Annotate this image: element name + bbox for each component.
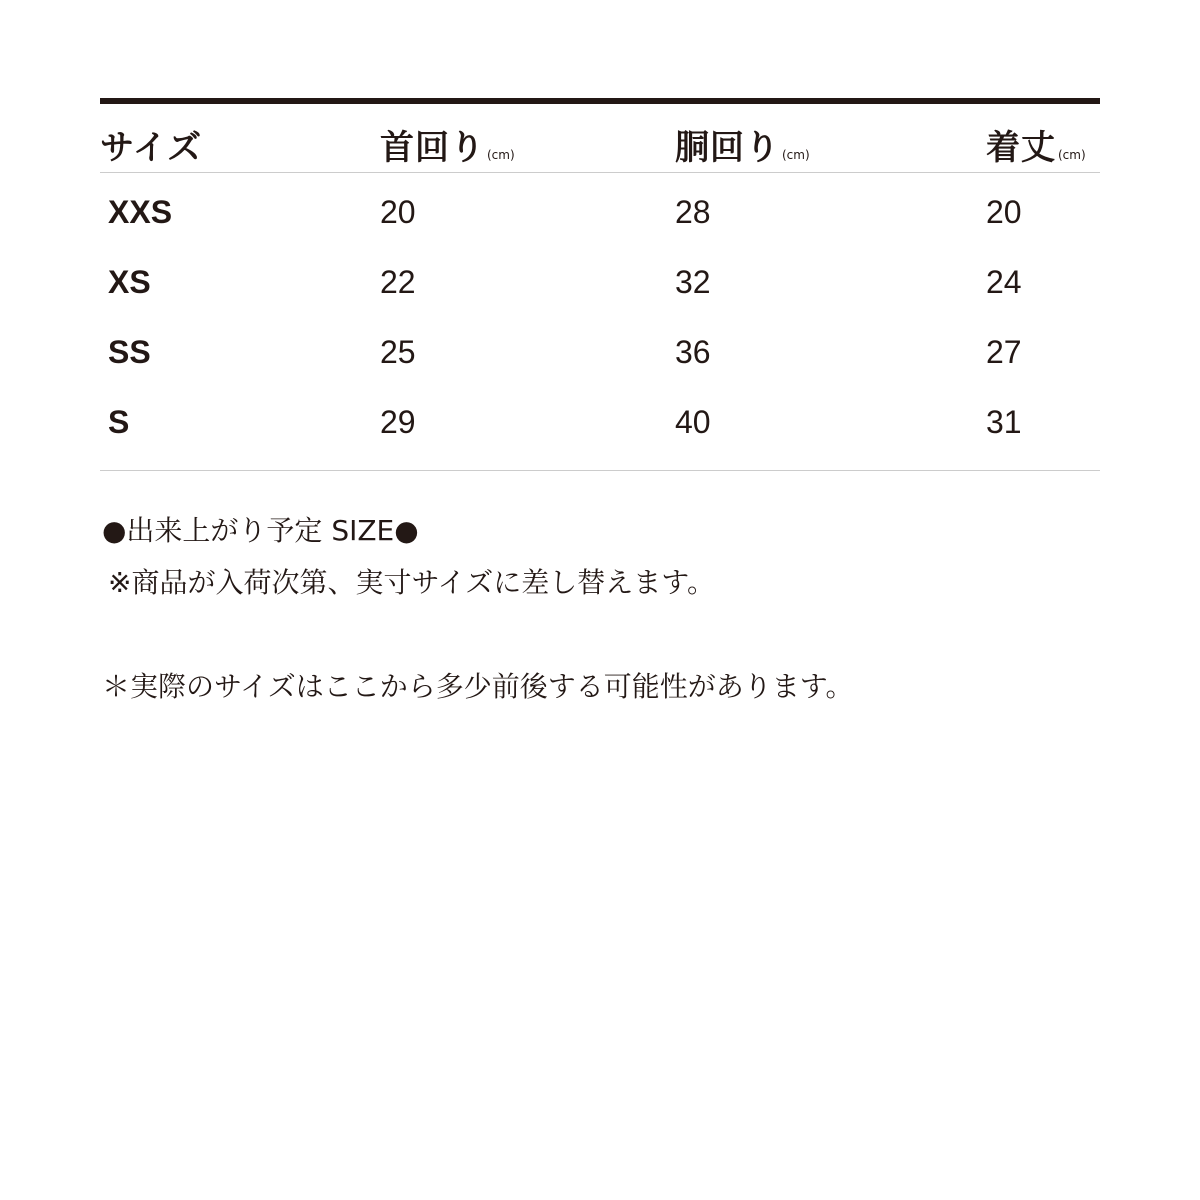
cell-size: SS — [108, 334, 151, 370]
cell-neck: 20 — [380, 194, 416, 230]
cell-neck: 25 — [380, 334, 416, 370]
cell-length: 20 — [986, 194, 1022, 230]
cell-chest: 36 — [675, 334, 711, 370]
table-body — [100, 173, 1100, 471]
cell-size: S — [108, 404, 130, 440]
header-length — [986, 120, 1086, 169]
header-length-label: 着丈 — [986, 128, 1056, 168]
header-chest-unit: (cm) — [782, 148, 810, 162]
cell-neck: 22 — [380, 264, 416, 300]
cell-size: XXS — [108, 194, 173, 230]
header-size — [100, 120, 202, 169]
size-table — [100, 98, 1100, 471]
cell-size: XS — [108, 264, 151, 300]
header-neck-label: 首回り — [380, 128, 485, 168]
note-variance: ＊実際のサイズはここから多少前後する可能性があります。 — [102, 670, 854, 703]
header-neck-unit: (cm) — [487, 148, 515, 162]
cell-chest: 40 — [675, 404, 711, 440]
cell-length: 24 — [986, 264, 1022, 300]
note-replacement: ※商品が入荷次第、実寸サイズに差し替えます。 — [108, 566, 715, 599]
note-spacer — [102, 609, 854, 661]
cell-length: 31 — [986, 404, 1022, 440]
cell-chest: 28 — [675, 194, 711, 230]
header-chest-label: 胴回り — [675, 128, 780, 168]
header-size-label: サイズ — [100, 128, 203, 168]
table-row — [100, 388, 1100, 458]
header-length-unit: (cm) — [1058, 148, 1086, 162]
cell-length: 27 — [986, 334, 1022, 370]
table-row — [100, 178, 1100, 248]
note-planned-size: ●出来上がり予定 SIZE● — [102, 514, 419, 547]
header-chest — [675, 120, 810, 169]
notes — [102, 505, 854, 713]
table-row — [100, 318, 1100, 388]
table-row — [100, 248, 1100, 318]
cell-chest: 32 — [675, 264, 711, 300]
table-header — [100, 104, 1100, 173]
cell-neck: 29 — [380, 404, 416, 440]
header-neck — [380, 120, 515, 169]
